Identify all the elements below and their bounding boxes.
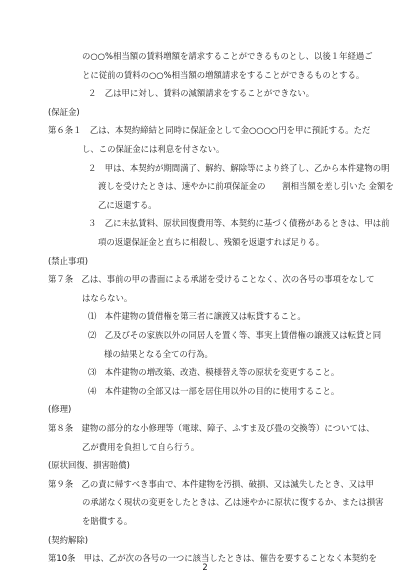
article-line: 第７条 乙は、事前の甲の書面による承諾を受けることなく、次の各号の事項をなして [48, 274, 375, 285]
article-line: 第９条 乙の責に帰すべき事由で、本件建物を汚損、破損、又は滅失したとき、又は甲 [48, 478, 374, 489]
text-line: 項の返還保証金と直ちに相殺し、残額を返還すれば足りる。 [98, 237, 325, 247]
list-item: ⑴ 本件建物の賃借権を第三者に譲渡又は転貸すること。 [88, 311, 306, 322]
text-line: 渡しを受けたときは、速やかに前項保証金の 割相当額を差し引いた 金額を [98, 181, 394, 192]
list-item: ⑵ 乙及びその家族以外の同居人を置く等、事実上賃借権の譲渡又は転貸と同 [88, 330, 382, 340]
text-line: とに従前の賃料の○○%相当額の増額請求をすることができるものとする。 [82, 69, 365, 80]
text-line: の○○%相当額の賃料増額を請求することができるものとし、以後１年経過ご [82, 51, 373, 61]
text-line: はならない。 [82, 292, 133, 303]
article-line: 第８条 建物の部分的な小修理等（電球、障子、ふすま及び畳の交換等）については、 [48, 423, 375, 433]
section-heading: (原状回復、損害賠償) [48, 460, 130, 471]
section-heading: (契約解除) [48, 534, 89, 545]
section-heading: (修理) [48, 404, 72, 415]
list-item: ⑶ 本件建物の増改築、改造、模様替え等の原状を変更すること。 [88, 367, 340, 378]
article-line: 第10条 甲は、乙が次の各号の一つに該当したときは、催告を要することなく本契約を [48, 553, 377, 564]
section-heading: (保証金) [48, 106, 80, 117]
text-line: ２ 甲は、本契約が期間満了、解約、解除等により終了し、乙から本件建物の明 [88, 162, 390, 173]
text-line: を賠償する。 [82, 516, 133, 526]
text-line: し、この保証金には利息を付さない。 [82, 144, 225, 154]
page-number: 2 [202, 562, 208, 572]
text-line: 乙が費用を負担して自ら行う。 [82, 441, 200, 452]
list-item: ⑷ 本件建物の全部又は一部を居住用以外の目的に使用すること。 [88, 385, 340, 396]
section-heading: (禁止事項) [48, 255, 89, 266]
text-line: の承諾なく現状の変更をしたときは、乙は速やかに原状に復するか、または損害 [82, 497, 384, 508]
text-line: 様の結果となる全ての行為。 [104, 348, 213, 359]
text-line: ３ 乙に未払賃料、原状回復費用等、本契約に基づく債務があるときは、甲は前 [88, 218, 390, 229]
text-line: ２ 乙は甲に対し、賃料の減額請求をすることができない。 [88, 88, 315, 99]
article-line: 第６条１ 乙は、本契約締結と同時に保証金として金○○○○円を甲に預託する。ただ [48, 125, 371, 136]
text-line: 乙に返還する。 [98, 199, 157, 210]
